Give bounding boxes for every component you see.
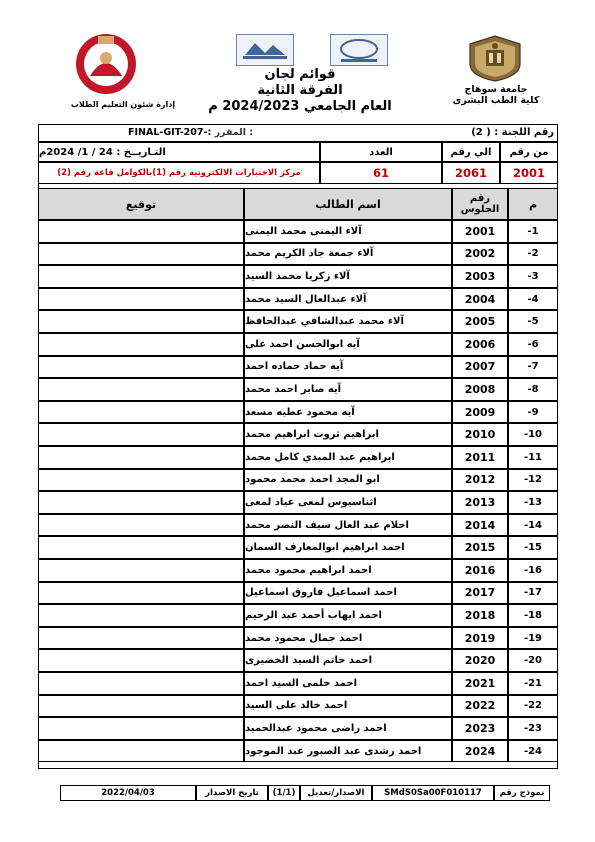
seat-number — [452, 491, 508, 514]
signature-cell — [38, 672, 244, 695]
table-row — [38, 695, 558, 718]
table-row — [38, 649, 558, 672]
row-index-text: -6 — [527, 338, 539, 350]
table-row — [38, 740, 558, 763]
table-row — [38, 469, 558, 492]
row-index — [508, 446, 558, 469]
cert-badge-2 — [330, 34, 388, 66]
seat-number-text: 2006 — [464, 337, 496, 351]
row-index-text: -21 — [523, 677, 543, 689]
seat-number-text: 2008 — [464, 382, 496, 396]
table-row — [38, 514, 558, 537]
edition-label: الاصدار/تعديل — [300, 785, 372, 801]
seat-number-text: 2017 — [464, 586, 496, 600]
seat-number-text: 2022 — [464, 699, 496, 713]
row-index-text: -5 — [527, 316, 539, 328]
seat-number — [452, 717, 508, 740]
row-index-text: -14 — [523, 519, 543, 531]
row-index-text: -4 — [527, 293, 539, 305]
signature-cell — [38, 446, 244, 469]
university-emblem-icon — [464, 34, 526, 82]
row-index-text: -20 — [523, 655, 543, 667]
to-value: 2061 — [442, 162, 500, 184]
row-index — [508, 469, 558, 492]
student-name — [244, 695, 452, 718]
seat-number-text: 2011 — [464, 450, 496, 464]
student-name — [244, 446, 452, 469]
student-name-text: ابراهيم ثروت ابراهيم محمد — [245, 429, 379, 441]
signature-cell — [38, 627, 244, 650]
signature-cell — [38, 649, 244, 672]
seat-number — [452, 446, 508, 469]
row-index — [508, 288, 558, 311]
table-row — [38, 672, 558, 695]
table-row — [38, 604, 558, 627]
student-name — [244, 243, 452, 266]
edition-value: (1/1) — [268, 785, 300, 801]
seat-number-text: 2019 — [464, 631, 496, 645]
seat-number — [452, 265, 508, 288]
row-index — [508, 220, 558, 243]
signature-cell — [38, 491, 244, 514]
seat-number — [452, 649, 508, 672]
seat-number-text: 2005 — [464, 315, 496, 329]
to-label: الي رقم — [442, 142, 500, 162]
signature-cell — [38, 559, 244, 582]
seat-number — [452, 604, 508, 627]
issue-date-label: تاريخ الاصدار — [196, 785, 268, 801]
student-name-text: احمد حلمى السيد احمد — [245, 677, 358, 689]
row-index-text: -16 — [523, 564, 543, 576]
col-index-header: م — [508, 188, 558, 220]
row-index — [508, 695, 558, 718]
student-name — [244, 356, 452, 379]
seat-number — [452, 582, 508, 605]
student-name — [244, 604, 452, 627]
student-name — [244, 469, 452, 492]
table-row — [38, 559, 558, 582]
seat-number — [452, 536, 508, 559]
student-name — [244, 672, 452, 695]
seat-number-text: 2020 — [464, 654, 496, 668]
seat-number-text: 2003 — [464, 269, 496, 283]
seat-number-text: 2012 — [464, 473, 496, 487]
count-label: العدد — [320, 142, 442, 162]
table-row — [38, 582, 558, 605]
signature-cell — [38, 695, 244, 718]
student-name — [244, 401, 452, 424]
seat-number — [452, 356, 508, 379]
student-name — [244, 491, 452, 514]
row-index — [508, 514, 558, 537]
row-index-text: -3 — [527, 270, 539, 282]
student-name-text: احمد خالد على السيد — [245, 700, 348, 712]
count-value: 61 — [320, 162, 442, 184]
seat-number-text: 2024 — [464, 744, 496, 758]
students-table — [38, 188, 558, 762]
row-index — [508, 559, 558, 582]
course-info: FINAL-GIT-207-: المقرر : — [128, 127, 254, 138]
student-name — [244, 649, 452, 672]
student-name — [244, 220, 452, 243]
student-name-text: آلاء عبدالعال السيد محمد — [245, 293, 367, 305]
student-name-text: آلاء زكريا محمد السيد — [245, 270, 350, 282]
table-row — [38, 310, 558, 333]
student-name-text: احمد ابراهيم محمود محمد — [245, 564, 372, 576]
seat-number — [452, 220, 508, 243]
seat-number-text: 2014 — [464, 518, 496, 532]
row-index — [508, 356, 558, 379]
table-row — [38, 401, 558, 424]
course-label: المقرر : — [214, 127, 254, 138]
seat-number — [452, 469, 508, 492]
seat-number-text: 2002 — [464, 247, 496, 261]
student-name-text: آيه صابر احمد محمد — [245, 383, 342, 395]
row-index — [508, 649, 558, 672]
table-row — [38, 491, 558, 514]
cert-badge-1 — [236, 34, 294, 66]
seat-number — [452, 695, 508, 718]
signature-cell — [38, 740, 244, 763]
table-row — [38, 356, 558, 379]
row-index-text: -7 — [527, 361, 539, 373]
seat-number-text: 2023 — [464, 721, 496, 735]
university-name: جامعة سوهاج — [464, 84, 528, 95]
signature-cell — [38, 604, 244, 627]
seat-number — [452, 627, 508, 650]
exam-date: التـاريــخ : 24 / 1/ 2024م — [38, 142, 320, 162]
row-index-text: -12 — [523, 474, 543, 486]
row-index — [508, 401, 558, 424]
seat-number — [452, 559, 508, 582]
seat-number-text: 2013 — [464, 495, 496, 509]
table-body — [38, 220, 558, 762]
seat-number — [452, 423, 508, 446]
signature-cell — [38, 469, 244, 492]
signature-cell — [38, 265, 244, 288]
year-level: الفرقة الثانية — [257, 83, 343, 98]
student-name-text: آيه محمود عطيه مسعد — [245, 406, 355, 418]
student-name-text: احلام عبد العال سيف النصر محمد — [245, 519, 409, 531]
row-index-text: -23 — [523, 722, 543, 734]
student-name — [244, 378, 452, 401]
form-code: SMdS0Sa00F010117 — [372, 785, 494, 801]
student-name-text: احمد راضى محمود عبدالحميد — [245, 722, 387, 734]
info-box — [38, 124, 558, 184]
signature-cell — [38, 243, 244, 266]
student-name-text: احمد حاتم السيد الخضيرى — [245, 655, 373, 667]
row-index — [508, 265, 558, 288]
seat-number — [452, 514, 508, 537]
seat-number-text: 2007 — [464, 360, 496, 374]
row-index — [508, 672, 558, 695]
row-index — [508, 423, 558, 446]
seat-number-text: 2016 — [464, 563, 496, 577]
row-index-text: -9 — [527, 406, 539, 418]
row-index-text: -13 — [523, 496, 543, 508]
seat-number — [452, 672, 508, 695]
row-index-text: -2 — [527, 248, 539, 260]
row-index-text: -24 — [523, 745, 543, 757]
row-index — [508, 717, 558, 740]
student-name — [244, 627, 452, 650]
seat-number-text: 2009 — [464, 405, 496, 419]
row-index-text: -11 — [523, 451, 543, 463]
exam-location: مركز الاختبارات الالكترونيه رقم (1)بالكوامل قاعة رقم (2) — [38, 162, 320, 184]
course-code: FINAL-GIT-207 — [128, 127, 204, 138]
table-row — [38, 220, 558, 243]
table-row — [38, 378, 558, 401]
row-index — [508, 740, 558, 763]
student-name — [244, 582, 452, 605]
seat-number-text: 2004 — [464, 292, 496, 306]
table-row — [38, 717, 558, 740]
row-index — [508, 627, 558, 650]
table-row — [38, 288, 558, 311]
row-index — [508, 378, 558, 401]
row-index — [508, 536, 558, 559]
student-name — [244, 333, 452, 356]
row-index-text: -8 — [527, 383, 539, 395]
row-index — [508, 491, 558, 514]
seat-number — [452, 333, 508, 356]
seat-number-text: 2001 — [464, 224, 496, 238]
student-name — [244, 423, 452, 446]
table-row — [38, 265, 558, 288]
signature-cell — [38, 333, 244, 356]
row-index-text: -15 — [523, 542, 543, 554]
seat-number-text: 2010 — [464, 428, 496, 442]
accreditation-icon — [237, 35, 293, 65]
row-index — [508, 310, 558, 333]
row-index-text: -1 — [527, 225, 539, 237]
student-name-text: احمد جمال محمود محمد — [245, 632, 363, 644]
lists-title: قوائم لجان — [264, 67, 336, 82]
col-name-header: اسم الطالب — [244, 188, 452, 220]
student-name — [244, 717, 452, 740]
seat-number — [452, 401, 508, 424]
seat-number — [452, 378, 508, 401]
signature-cell — [38, 536, 244, 559]
row-index-text: -17 — [523, 587, 543, 599]
signature-cell — [38, 423, 244, 446]
form-label: نموذج رقم — [494, 785, 550, 801]
seat-number-text: 2015 — [464, 541, 496, 555]
student-name-text: اثناسيوس لمعى عياد لمعى — [245, 496, 377, 508]
col-seat-header: رقم الجلوس — [452, 188, 508, 220]
row-index-text: -19 — [523, 632, 543, 644]
student-name-text: احمد ابراهيم ابوالمعارف السمان — [245, 542, 405, 554]
student-name-text: احمد رشدى عبد الصبور عبد الموجود — [245, 745, 422, 757]
seat-number — [452, 243, 508, 266]
student-name-text: احمد ايهاب أحمد عبد الرحيم — [245, 609, 382, 621]
faculty-logo — [60, 30, 152, 96]
signature-cell — [38, 356, 244, 379]
student-name — [244, 514, 452, 537]
seat-number — [452, 310, 508, 333]
row-index-text: -10 — [523, 429, 543, 441]
table-row — [38, 627, 558, 650]
student-name-text: آيه حماد حماده احمد — [245, 361, 344, 373]
student-name-text: ابراهيم عبد المبدي كامل محمد — [245, 451, 395, 463]
faculty-name: كلية الطب البشرى — [452, 95, 540, 106]
signature-cell — [38, 717, 244, 740]
seat-number-text: 2021 — [464, 676, 496, 690]
form-footer — [60, 785, 550, 801]
seat-number — [452, 740, 508, 763]
header — [0, 0, 595, 122]
academic-year: العام الجامعي 2024/2023 م — [208, 99, 392, 114]
issue-date-value: 2022/04/03 — [60, 785, 196, 801]
row-index — [508, 582, 558, 605]
table-row — [38, 333, 558, 356]
student-name — [244, 288, 452, 311]
student-name-text: آلاء جمعة جاد الكريم محمد — [245, 248, 374, 260]
university-logo — [464, 34, 526, 82]
table-header — [38, 188, 558, 220]
row-index-text: -18 — [523, 609, 543, 621]
admin-department: إدارة شئون التعليم الطلاب — [70, 100, 176, 109]
from-label: من رقم — [500, 142, 558, 162]
signature-cell — [38, 288, 244, 311]
seat-number — [452, 288, 508, 311]
row-index — [508, 333, 558, 356]
table-row — [38, 243, 558, 266]
row-index — [508, 243, 558, 266]
signature-cell — [38, 582, 244, 605]
student-name — [244, 740, 452, 763]
signature-cell — [38, 514, 244, 537]
seat-number-text: 2018 — [464, 608, 496, 622]
table-row — [38, 446, 558, 469]
row-index — [508, 604, 558, 627]
row-index-text: -22 — [523, 700, 543, 712]
student-name-text: آلاء اليمنى محمد اليمنى — [245, 225, 362, 237]
col-signature-header: توقيع — [38, 188, 244, 220]
student-name — [244, 265, 452, 288]
student-name-text: ابو المجد احمد محمد محمود — [245, 474, 380, 486]
table-row — [38, 423, 558, 446]
signature-cell — [38, 378, 244, 401]
table-row — [38, 536, 558, 559]
from-value: 2001 — [500, 162, 558, 184]
student-name — [244, 559, 452, 582]
faculty-medicine-icon — [60, 30, 152, 96]
signature-cell — [38, 310, 244, 333]
student-name — [244, 536, 452, 559]
student-name-text: آلاء محمد عبدالشافي عبدالحافظ — [245, 316, 404, 328]
signature-cell — [38, 220, 244, 243]
student-name-text: احمد اسماعيل فاروق اسماعيل — [245, 587, 397, 599]
iso-certification-icon — [331, 35, 387, 65]
student-name — [244, 310, 452, 333]
signature-cell — [38, 401, 244, 424]
student-name-text: آيه ابوالحسن احمد على — [245, 338, 360, 350]
committee-number: رقم اللجنة : ( 2) — [471, 127, 554, 138]
